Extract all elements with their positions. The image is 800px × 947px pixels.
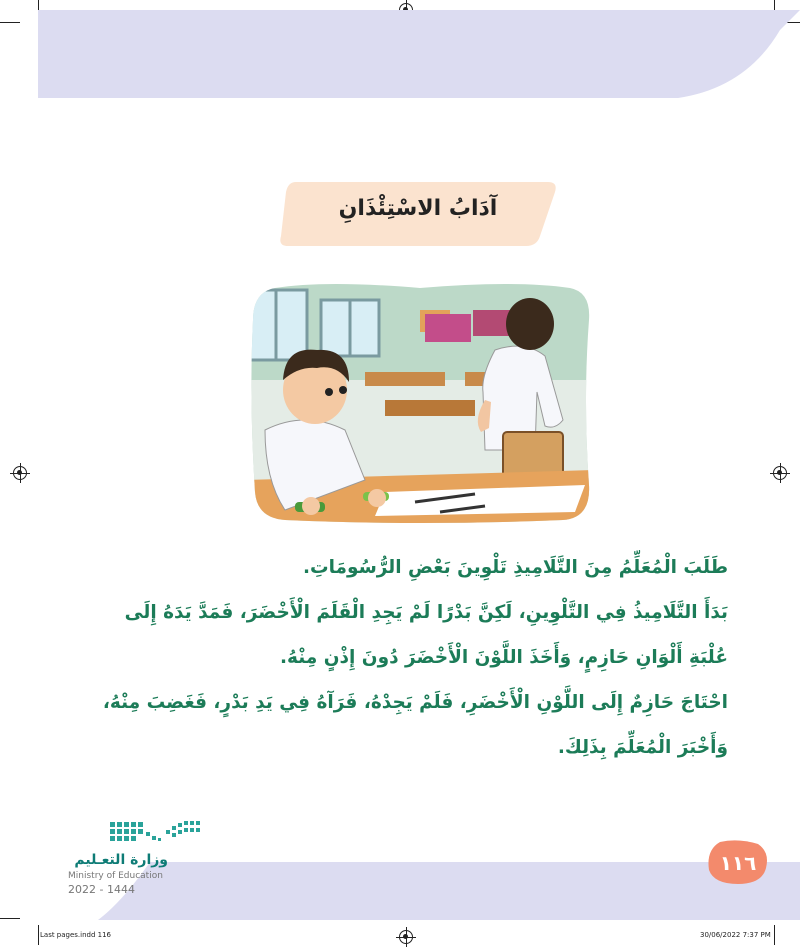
crop-mark (774, 925, 775, 945)
registration-mark (399, 930, 413, 944)
page-number: ١١٦ (719, 851, 757, 875)
story-text (58, 545, 728, 770)
ministry-name-ar: وزارة التعـليم (74, 852, 168, 868)
lesson-title: آدَابُ الاسْتِئْذَانِ (338, 196, 498, 221)
ministry-name-en: Ministry of Education (68, 871, 163, 881)
story-line: احْتَاجَ حَازِمٌ إِلَى اللَّوْنِ الْأَخْضَرِ، فَلَمْ يَجِدْهُ، فَرَآهُ فِي يَدِ بَدْرٍ، فَغَضِبَ مِنْهُ، (102, 692, 728, 713)
story-line: وَأَخْبَرَ الْمُعَلِّمَ بِذَلِكَ. (557, 737, 728, 758)
lesson-title-banner (278, 182, 558, 246)
registration-mark (13, 466, 27, 480)
top-banner (38, 10, 800, 100)
crop-mark (38, 925, 39, 945)
print-slug-file: Last pages.indd 116 (40, 931, 112, 939)
registration-mark (773, 466, 787, 480)
crop-mark (0, 22, 20, 23)
edition-year: 2022 - 1444 (68, 883, 135, 896)
story-line: عُلْبَةِ أَلْوَانِ حَازِمٍ، وَأَخَذَ اللَّوْنَ الْأَخْضَرَ دُونَ إِذْنٍ مِنْهُ. (280, 647, 728, 668)
print-slug-date: 30/06/2022 7:37 PM (700, 931, 771, 939)
crop-mark (0, 918, 20, 919)
story-line: طَلَبَ الْمُعَلِّمُ مِنَ التَّلَامِيذِ تَلْوِينَ بَعْضِ الرُّسُومَاتِ. (302, 557, 728, 578)
classroom-illustration (245, 280, 595, 530)
ministry-logo-icon (110, 818, 202, 848)
story-line: بَدَأَ التَّلَامِيذُ فِي التَّلْوِينِ، لَكِنَّ بَدْرًا لَمْ يَجِدِ الْقَلَمَ الْأَخْضَرَ، فَمَدَّ يَدَهُ إِلَى (124, 602, 728, 623)
